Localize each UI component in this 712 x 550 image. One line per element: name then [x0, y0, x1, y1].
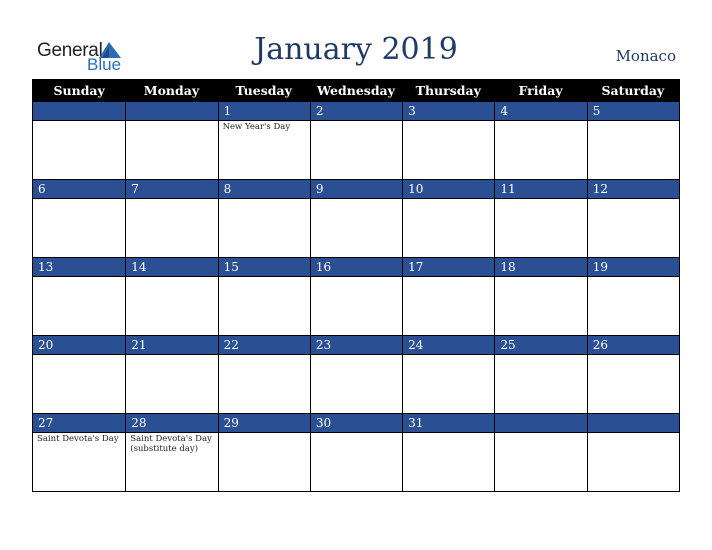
day-cell — [218, 414, 310, 491]
day-cell — [218, 102, 310, 179]
day-cell — [33, 258, 125, 335]
day-cell — [494, 258, 586, 335]
day-cell — [310, 102, 402, 179]
weekday-label: Sunday — [53, 83, 105, 98]
day-cell — [218, 336, 310, 413]
page-title: January 2019 — [254, 32, 458, 67]
day-number: 4 — [495, 102, 586, 121]
day-cell — [402, 336, 494, 413]
day-cell — [402, 180, 494, 257]
weekday-label: Friday — [518, 83, 563, 98]
day-number: 11 — [495, 180, 586, 199]
day-cell — [310, 414, 402, 491]
calendar-week-row — [33, 257, 679, 335]
day-cell — [310, 336, 402, 413]
weekday-label: Wednesday — [317, 83, 395, 98]
day-number: 21 — [126, 336, 217, 355]
day-cell — [402, 258, 494, 335]
day-number: 3 — [403, 102, 494, 121]
day-cell — [402, 102, 494, 179]
weekday-label: Tuesday — [235, 83, 292, 98]
day-cell — [125, 102, 217, 179]
day-cell — [125, 336, 217, 413]
day-number: 10 — [403, 180, 494, 199]
day-cell — [587, 258, 679, 335]
day-number: 18 — [495, 258, 586, 277]
day-number: 1 — [219, 102, 310, 121]
day-number: 31 — [403, 414, 494, 433]
day-cell — [494, 180, 586, 257]
day-cell — [494, 336, 586, 413]
calendar-week-row — [33, 179, 679, 257]
calendar-week-row — [33, 102, 679, 179]
day-cell — [218, 258, 310, 335]
weekday-label: Thursday — [415, 83, 481, 98]
calendar-weeks — [33, 102, 679, 491]
day-number: 6 — [33, 180, 125, 199]
day-number — [588, 414, 679, 433]
day-number: 20 — [33, 336, 125, 355]
day-number: 23 — [311, 336, 402, 355]
day-number: 13 — [33, 258, 125, 277]
day-number: 26 — [588, 336, 679, 355]
day-cell — [310, 258, 402, 335]
day-cell — [125, 414, 217, 491]
day-cell — [33, 336, 125, 413]
country-label: Monaco — [615, 47, 676, 65]
day-cell — [587, 336, 679, 413]
day-cell — [587, 180, 679, 257]
day-number: 5 — [588, 102, 679, 121]
day-number: 2 — [311, 102, 402, 121]
day-cell — [402, 414, 494, 491]
day-number — [126, 102, 217, 121]
day-cell — [33, 102, 125, 179]
logo-general-text: General — [37, 40, 103, 61]
day-number: 28 — [126, 414, 217, 433]
day-number: 27 — [33, 414, 125, 433]
weekday-label: Monday — [143, 83, 200, 98]
weekday-header — [33, 79, 679, 102]
day-number: 15 — [219, 258, 310, 277]
day-number: 9 — [311, 180, 402, 199]
holiday-label: Saint Devota's Day (substitute day) — [130, 434, 212, 454]
day-number: 22 — [219, 336, 310, 355]
day-cell — [494, 414, 586, 491]
day-number: 16 — [311, 258, 402, 277]
logo-blue-text: Blue — [87, 55, 122, 74]
day-number: 12 — [588, 180, 679, 199]
day-cell — [125, 180, 217, 257]
day-number — [33, 102, 125, 121]
day-cell — [33, 414, 125, 491]
day-cell — [125, 258, 217, 335]
day-number: 19 — [588, 258, 679, 277]
holiday-label: New Year's Day — [222, 122, 291, 132]
day-cell — [218, 180, 310, 257]
day-number: 14 — [126, 258, 217, 277]
calendar-week-row — [33, 413, 679, 491]
day-number: 7 — [126, 180, 217, 199]
day-cell — [587, 414, 679, 491]
day-number: 8 — [219, 180, 310, 199]
day-cell — [310, 180, 402, 257]
day-cell — [587, 102, 679, 179]
day-number: 17 — [403, 258, 494, 277]
day-number: 24 — [403, 336, 494, 355]
day-cell — [33, 180, 125, 257]
day-number: 29 — [219, 414, 310, 433]
day-number: 25 — [495, 336, 586, 355]
day-cell — [494, 102, 586, 179]
day-number: 30 — [311, 414, 402, 433]
weekday-label: Saturday — [601, 83, 665, 98]
holiday-label: Saint Devota's Day — [37, 434, 119, 444]
calendar-grid — [32, 79, 680, 492]
day-number — [495, 414, 586, 433]
calendar-week-row — [33, 335, 679, 413]
